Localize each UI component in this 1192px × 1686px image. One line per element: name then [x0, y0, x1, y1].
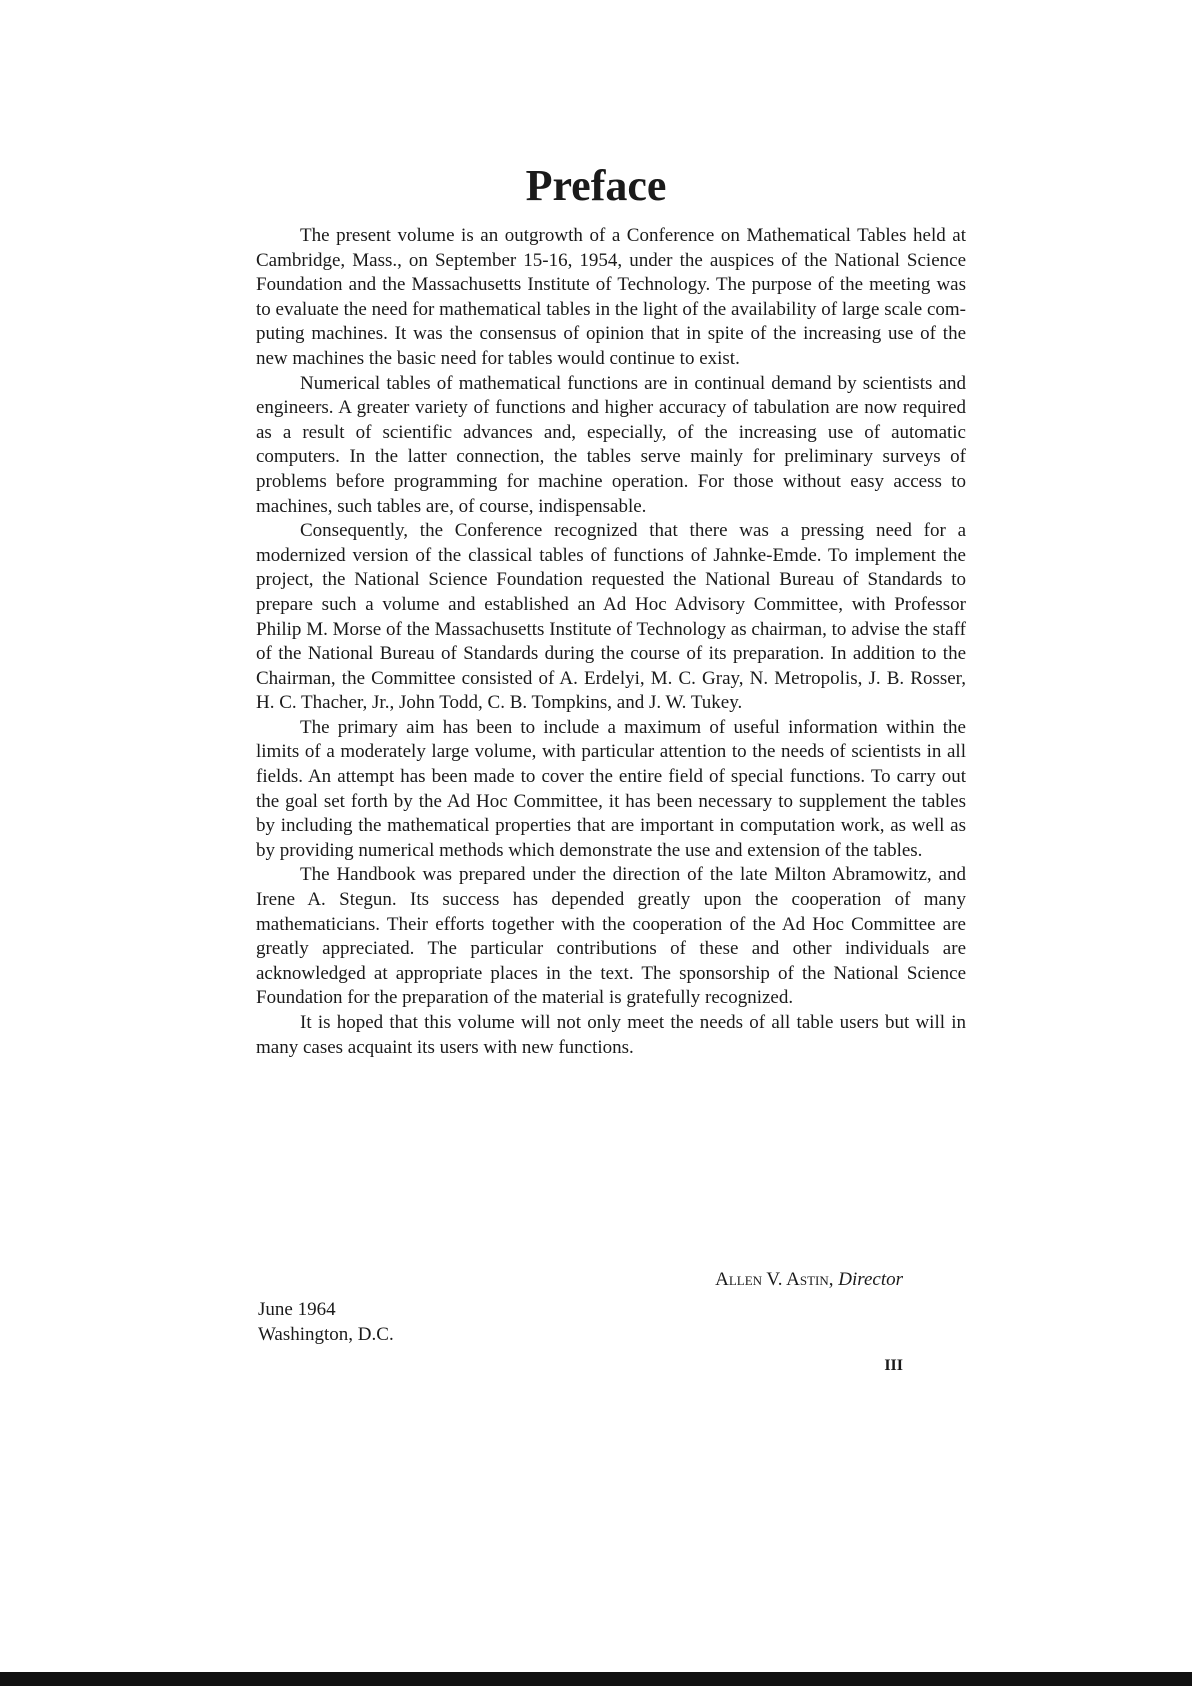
- paragraph-5: The Handbook was prepared under the direction of the late Milton Abramowitz, and Irene A. Stegun. Its success has depended greatly upon the cooperation of many mathematicians. Their efforts together with the cooperation of the Ad Hoc Committee are greatly appreciated. The particular contributions of these and other individuals are acknowledged at appropriate places in the text. The sponsorship of the National Science Foundation for the preparation of the material is gratefully recognized.: [256, 864, 966, 1009]
- signature: [560, 1268, 903, 1293]
- location-text: Washington, D.C.: [258, 1323, 394, 1345]
- page-title: Preface: [525, 161, 667, 210]
- paragraph-1: The present volume is an outgrowth of a Conference on Mathematical Tables held at Cambridge, Mass., on September 15-16, 1954, under the auspices of the National Science Foundation and the Massachusetts Institute of Technology. The purpose of the meeting was to evaluate the need for mathematical tables in the light of the availability of large scale computing machines. It was the consensus of opinion that in spite of the increasing use of the new machines the basic need for tables would continue to exist.: [256, 225, 966, 369]
- paragraph-2: Numerical tables of mathematical functions are in continual demand by scientists and engineers. A greater variety of functions and higher accuracy of tabulation are now required as a result of scientific advances and, especially, of the increasing use of automatic computers. In the latter connection, the tables serve mainly for preliminary surveys of problems before programming for machine operation. For those without easy access to machines, such tables are, of course, indispensable.: [256, 372, 966, 517]
- page-number: III: [884, 1357, 903, 1374]
- signature-name: Allen V. Astin,: [715, 1269, 834, 1290]
- paragraph-4: The primary aim has been to include a maximum of useful information within the limits of a moderately large volume, with particular attention to the needs of scientists in all fields. An attempt has been made to cover the entire field of special functions. To carry out the goal set forth by the Ad Hoc Committee, it has been necessary to supplement the tables by including the mathematical properties that are important in computation work, as well as by providing numerical methods which demonstrate the use and extension of the tables.: [256, 716, 966, 861]
- paragraph-6: It is hoped that this volume will not only meet the needs of all table users but will in many cases acquaint its users with new functions.: [256, 1012, 966, 1058]
- date-text: June 1964: [258, 1299, 336, 1320]
- paragraph-3: Consequently, the Conference recognized that there was a pressing need for a modernized version of the classical tables of functions of Jahnke-Emde. To implement the project, the National Science Foundation requested the National Bureau of Standards to prepare such a volume and established an Ad Hoc Advisory Committee, with Professor Philip M. Morse of the Massachusetts Institute of Technology as chairman, to advise the staff of the National Bureau of Standards during the course of its preparation. In addition to the Chairman, the Committee consisted of A. Erdelyi, M. C. Gray, N. Metropolis, J. B. Rosser, H. C. Thacher, Jr., John Todd, C. B. Tompkins, and J. W. Tukey.: [256, 520, 966, 714]
- signature-title: Director: [838, 1269, 903, 1290]
- scan-edge-bar: [0, 1672, 1192, 1686]
- preface-body: [256, 224, 966, 1060]
- date-location-block: [258, 1298, 394, 1347]
